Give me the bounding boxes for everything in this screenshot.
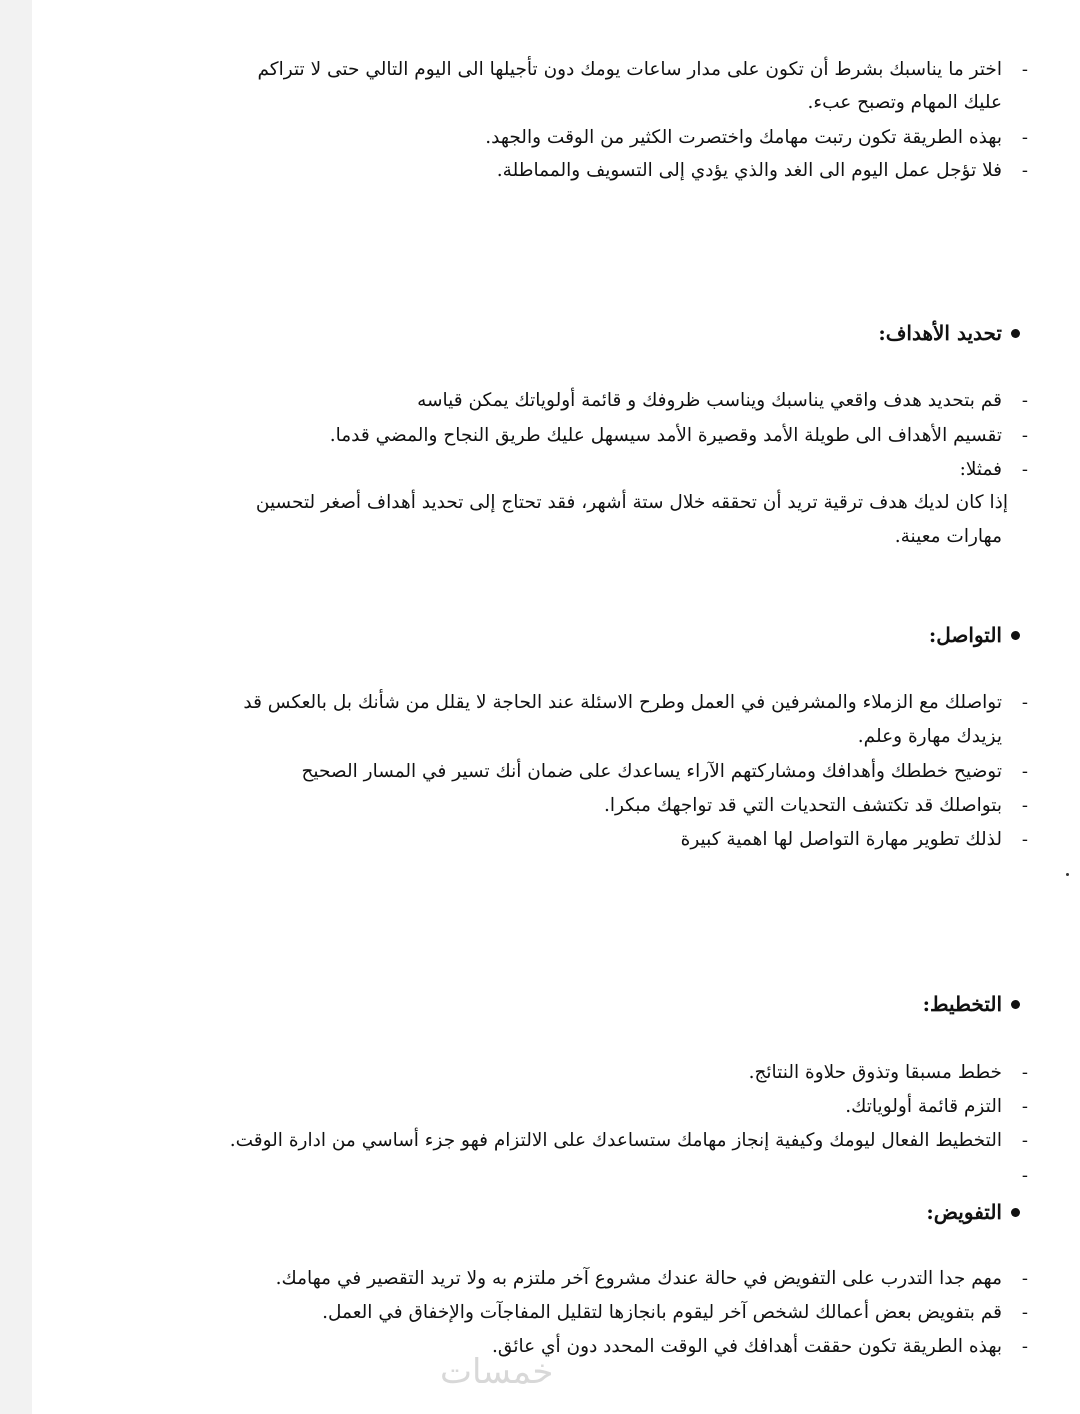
list-item: فمثلا:: [959, 459, 1002, 480]
bullet-icon: [1011, 329, 1020, 338]
list-dash: -: [1021, 829, 1028, 850]
list-item: بهذه الطريقة تكون رتبت مهامك واختصرت الكثير من الوقت والجهد.: [485, 127, 1002, 148]
list-item: توضيح خططك وأهدافك ومشاركتهم الآراء يساعدك على ضمان أنك تسير في المسار الصحيح: [301, 761, 1002, 782]
list-dash: -: [1021, 459, 1028, 480]
list-dash: -: [1021, 1268, 1028, 1289]
bullet-icon: [1011, 631, 1020, 640]
list-item: اختر ما يناسبك بشرط أن تكون على مدار ساعات يومك دون تأجيلها الى اليوم التالي حتى لا تتراكم: [257, 59, 1002, 80]
section-heading-goals: تحديد الأهداف:: [878, 321, 1002, 345]
list-item: فلا تؤجل عمل اليوم الى الغد والذي يؤدي إلى التسويف والمماطلة.: [496, 160, 1002, 181]
list-dash: -: [1021, 692, 1028, 713]
bullet-icon: [1011, 1208, 1020, 1217]
list-item: تقسيم الأهداف الى طويلة الأمد وقصيرة الأمد سيسهل عليك طريق النجاح والمضي قدما.: [329, 425, 1002, 446]
page-left-margin: [0, 0, 32, 1414]
document-page: [32, 0, 1080, 1414]
list-item: مهم جدا التدرب على التفويض في حالة عندك مشروع آخر ملتزم به ولا تريد التقصير في مهامك.: [275, 1268, 1002, 1289]
list-dash: -: [1021, 127, 1028, 148]
list-dash: -: [1021, 1336, 1028, 1357]
list-item: قم بتفويض بعض أعمالك لشخص آخر ليقوم بانجازها لتقليل المفاجآت والإخفاق في العمل.: [322, 1302, 1002, 1323]
list-item: التزم قائمة أولوياتك.: [845, 1096, 1002, 1117]
section-heading-communication: التواصل:: [928, 623, 1002, 647]
list-dash: -: [1021, 1062, 1028, 1083]
list-dash: -: [1021, 1096, 1028, 1117]
list-dash: -: [1021, 59, 1028, 80]
list-item: بتواصلك قد تكتشف التحديات التي قد تواجهك مبكرا.: [603, 795, 1002, 816]
list-item: تواصلك مع الزملاء والمشرفين في العمل وطرح الاسئلة عند الحاجة لا يقلل من شأنك بل بالعكس قد: [243, 692, 1002, 713]
example-text-continuation: مهارات معينة.: [894, 526, 1002, 547]
list-item: بهذه الطريقة تكون حققت أهدافك في الوقت المحدد دون أي عائق.: [492, 1336, 1002, 1357]
list-dash-empty: -: [1021, 1165, 1028, 1186]
list-item-continuation: يزيدك مهارة وعلم.: [857, 726, 1002, 747]
list-dash: -: [1021, 761, 1028, 782]
list-dash: -: [1021, 1130, 1028, 1151]
watermark-logo: خمسات: [440, 1352, 554, 1392]
example-text: إذا كان لديك هدف ترقية تريد أن تحققه خلال ستة أشهر، فقد تحتاج إلى تحديد أهداف أصغر لتحسين: [255, 492, 1008, 513]
list-dash: -: [1021, 390, 1028, 411]
list-dash: -: [1021, 160, 1028, 181]
list-dash: -: [1021, 425, 1028, 446]
section-heading-planning: التخطيط:: [922, 992, 1002, 1016]
list-dash: -: [1021, 1302, 1028, 1323]
stray-mark: [1066, 873, 1069, 876]
bullet-icon: [1011, 1000, 1020, 1009]
list-item-continuation: عليك المهام وتصبح عبء.: [807, 92, 1002, 113]
list-item: لذلك تطوير مهارة التواصل لها اهمية كبيرة: [680, 829, 1002, 850]
list-dash: -: [1021, 795, 1028, 816]
section-heading-delegation: التفويض:: [926, 1200, 1002, 1224]
list-item: خطط مسبقا وتذوق حلاوة النتائج.: [748, 1062, 1002, 1083]
list-item: قم بتحديد هدف واقعي يناسبك ويناسب ظروفك و قائمة أولوياتك يمكن قياسه: [417, 390, 1002, 411]
list-item: التخطيط الفعال ليومك وكيفية إنجاز مهامك ستساعدك على الالتزام فهو جزء أساسي من ادارة الوقت.: [229, 1130, 1002, 1151]
